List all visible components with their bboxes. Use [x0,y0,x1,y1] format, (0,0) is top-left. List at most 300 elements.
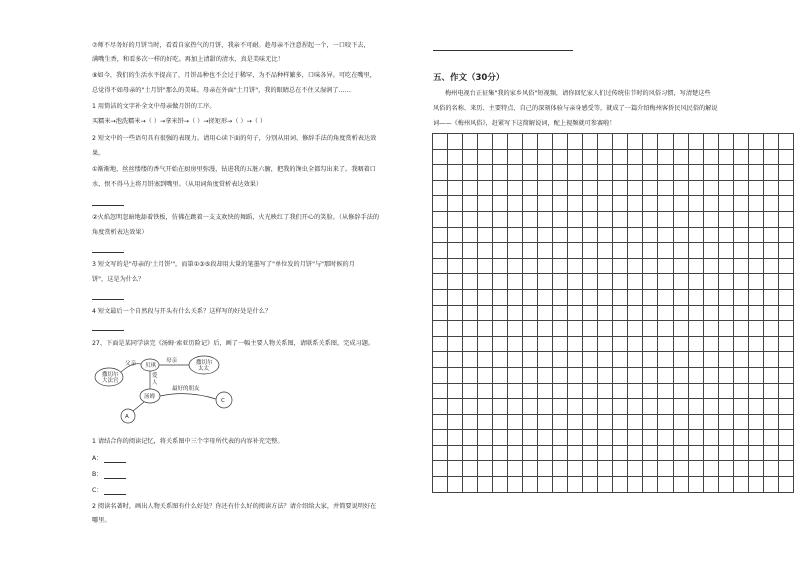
grid-cell[interactable] [643,352,658,368]
grid-cell[interactable] [718,445,733,461]
grid-cell[interactable] [778,134,793,150]
grid-cell[interactable] [628,211,643,227]
grid-cell[interactable] [478,180,493,196]
grid-cell[interactable] [493,196,508,212]
grid-cell[interactable] [718,321,733,337]
grid-cell[interactable] [568,165,583,181]
grid-cell[interactable] [448,274,463,290]
grid-cell[interactable] [643,211,658,227]
grid-cell[interactable] [613,149,628,165]
grid-cell[interactable] [448,227,463,243]
grid-cell[interactable] [628,305,643,321]
grid-cell[interactable] [613,180,628,196]
grid-cell[interactable] [433,274,448,290]
grid-cell[interactable] [523,211,538,227]
grid-cell[interactable] [778,165,793,181]
grid-cell[interactable] [553,383,568,399]
grid-cell[interactable] [673,352,688,368]
grid-cell[interactable] [763,461,778,477]
grid-cell[interactable] [628,243,643,259]
grid-cell[interactable] [673,461,688,477]
grid-cell[interactable] [778,336,793,352]
grid-cell[interactable] [493,289,508,305]
grid-cell[interactable] [778,180,793,196]
grid-cell[interactable] [478,477,493,493]
grid-cell[interactable] [748,289,763,305]
grid-cell[interactable] [598,243,613,259]
grid-cell[interactable] [688,274,703,290]
grid-cell[interactable] [703,461,718,477]
grid-cell[interactable] [598,477,613,493]
grid-cell[interactable] [778,445,793,461]
grid-cell[interactable] [778,149,793,165]
grid-cell[interactable] [553,461,568,477]
grid-cell[interactable] [463,258,478,274]
grid-cell[interactable] [448,336,463,352]
grid-cell[interactable] [493,352,508,368]
grid-cell[interactable] [448,243,463,259]
grid-cell[interactable] [688,430,703,446]
grid-cell[interactable] [553,477,568,493]
grid-cell[interactable] [433,211,448,227]
grid-cell[interactable] [598,414,613,430]
grid-cell[interactable] [583,461,598,477]
grid-cell[interactable] [463,305,478,321]
grid-cell[interactable] [613,211,628,227]
answer-line[interactable] [92,252,124,253]
grid-cell[interactable] [508,336,523,352]
grid-cell[interactable] [613,414,628,430]
grid-cell[interactable] [568,477,583,493]
grid-cell[interactable] [613,399,628,415]
grid-cell[interactable] [658,461,673,477]
grid-cell[interactable] [553,134,568,150]
grid-cell[interactable] [733,134,748,150]
grid-cell[interactable] [688,305,703,321]
grid-cell[interactable] [598,399,613,415]
grid-cell[interactable] [643,258,658,274]
grid-cell[interactable] [748,336,763,352]
grid-cell[interactable] [568,414,583,430]
grid-cell[interactable] [628,399,643,415]
grid-cell[interactable] [688,149,703,165]
grid-cell[interactable] [703,445,718,461]
grid-cell[interactable] [493,430,508,446]
grid-cell[interactable] [568,134,583,150]
grid-cell[interactable] [523,367,538,383]
grid-cell[interactable] [658,399,673,415]
grid-cell[interactable] [763,321,778,337]
grid-cell[interactable] [583,336,598,352]
grid-cell[interactable] [778,211,793,227]
grid-row[interactable] [433,211,794,227]
grid-cell[interactable] [538,414,553,430]
grid-cell[interactable] [748,477,763,493]
grid-cell[interactable] [763,305,778,321]
grid-cell[interactable] [613,196,628,212]
grid-cell[interactable] [733,383,748,399]
grid-cell[interactable] [613,430,628,446]
grid-cell[interactable] [568,243,583,259]
grid-cell[interactable] [658,258,673,274]
grid-cell[interactable] [643,399,658,415]
grid-cell[interactable] [688,243,703,259]
grid-cell[interactable] [598,289,613,305]
grid-cell[interactable] [433,461,448,477]
grid-cell[interactable] [463,227,478,243]
grid-cell[interactable] [658,367,673,383]
grid-cell[interactable] [658,180,673,196]
grid-cell[interactable] [703,305,718,321]
grid-cell[interactable] [493,399,508,415]
grid-cell[interactable] [718,352,733,368]
grid-cell[interactable] [493,243,508,259]
answer-line[interactable] [92,330,124,331]
grid-cell[interactable] [523,227,538,243]
grid-cell[interactable] [433,430,448,446]
grid-cell[interactable] [748,134,763,150]
grid-cell[interactable] [673,399,688,415]
grid-row[interactable] [433,352,794,368]
grid-cell[interactable] [733,461,748,477]
grid-cell[interactable] [598,258,613,274]
grid-cell[interactable] [733,165,748,181]
grid-cell[interactable] [763,196,778,212]
grid-cell[interactable] [733,258,748,274]
grid-cell[interactable] [688,180,703,196]
grid-cell[interactable] [733,180,748,196]
grid-cell[interactable] [478,196,493,212]
grid-cell[interactable] [448,399,463,415]
grid-cell[interactable] [463,274,478,290]
grid-cell[interactable] [628,477,643,493]
grid-row[interactable] [433,430,794,446]
grid-cell[interactable] [703,211,718,227]
grid-cell[interactable] [643,243,658,259]
grid-cell[interactable] [703,149,718,165]
grid-cell[interactable] [508,149,523,165]
grid-cell[interactable] [463,134,478,150]
grid-cell[interactable] [583,321,598,337]
grid-cell[interactable] [748,414,763,430]
grid-cell[interactable] [553,258,568,274]
grid-cell[interactable] [448,149,463,165]
grid-cell[interactable] [523,399,538,415]
grid-cell[interactable] [493,227,508,243]
grid-cell[interactable] [748,430,763,446]
grid-cell[interactable] [598,352,613,368]
grid-cell[interactable] [778,367,793,383]
grid-cell[interactable] [508,321,523,337]
grid-cell[interactable] [673,289,688,305]
grid-cell[interactable] [568,305,583,321]
grid-cell[interactable] [523,274,538,290]
grid-cell[interactable] [598,445,613,461]
grid-cell[interactable] [568,383,583,399]
grid-cell[interactable] [643,367,658,383]
grid-cell[interactable] [478,367,493,383]
grid-cell[interactable] [748,227,763,243]
grid-cell[interactable] [718,399,733,415]
grid-cell[interactable] [448,367,463,383]
grid-cell[interactable] [598,305,613,321]
grid-cell[interactable] [478,399,493,415]
grid-cell[interactable] [718,477,733,493]
grid-cell[interactable] [748,165,763,181]
grid-cell[interactable] [478,430,493,446]
grid-cell[interactable] [718,180,733,196]
grid-row[interactable] [433,477,794,493]
grid-cell[interactable] [703,414,718,430]
grid-cell[interactable] [748,149,763,165]
grid-cell[interactable] [478,134,493,150]
grid-cell[interactable] [733,352,748,368]
grid-cell[interactable] [493,149,508,165]
grid-cell[interactable] [778,414,793,430]
grid-cell[interactable] [703,180,718,196]
grid-cell[interactable] [718,149,733,165]
grid-cell[interactable] [643,165,658,181]
grid-cell[interactable] [778,352,793,368]
grid-cell[interactable] [718,367,733,383]
grid-cell[interactable] [568,430,583,446]
grid-cell[interactable] [538,336,553,352]
grid-cell[interactable] [613,383,628,399]
grid-cell[interactable] [523,289,538,305]
grid-cell[interactable] [433,336,448,352]
grid-cell[interactable] [613,321,628,337]
grid-row[interactable] [433,461,794,477]
grid-cell[interactable] [538,196,553,212]
grid-cell[interactable] [463,196,478,212]
grid-cell[interactable] [613,243,628,259]
grid-cell[interactable] [493,336,508,352]
grid-cell[interactable] [778,196,793,212]
grid-cell[interactable] [523,414,538,430]
grid-cell[interactable] [628,445,643,461]
grid-cell[interactable] [598,274,613,290]
grid-cell[interactable] [763,165,778,181]
grid-cell[interactable] [568,227,583,243]
grid-cell[interactable] [673,305,688,321]
grid-cell[interactable] [748,399,763,415]
grid-cell[interactable] [448,289,463,305]
grid-cell[interactable] [598,430,613,446]
grid-cell[interactable] [583,274,598,290]
grid-cell[interactable] [523,430,538,446]
grid-row[interactable] [433,165,794,181]
grid-cell[interactable] [448,211,463,227]
grid-cell[interactable] [478,165,493,181]
grid-cell[interactable] [538,180,553,196]
grid-cell[interactable] [583,134,598,150]
grid-cell[interactable] [733,430,748,446]
grid-cell[interactable] [463,211,478,227]
grid-cell[interactable] [733,289,748,305]
grid-cell[interactable] [448,134,463,150]
grid-cell[interactable] [493,461,508,477]
grid-cell[interactable] [448,477,463,493]
grid-cell[interactable] [688,399,703,415]
grid-cell[interactable] [583,196,598,212]
grid-cell[interactable] [718,461,733,477]
grid-cell[interactable] [463,336,478,352]
grid-cell[interactable] [718,383,733,399]
fill-c-line[interactable] [104,494,126,495]
grid-cell[interactable] [523,383,538,399]
grid-cell[interactable] [613,336,628,352]
grid-cell[interactable] [673,196,688,212]
grid-cell[interactable] [478,211,493,227]
grid-cell[interactable] [553,211,568,227]
grid-cell[interactable] [538,289,553,305]
grid-cell[interactable] [478,305,493,321]
grid-cell[interactable] [763,180,778,196]
grid-cell[interactable] [613,134,628,150]
grid-cell[interactable] [718,336,733,352]
grid-cell[interactable] [718,227,733,243]
grid-cell[interactable] [613,165,628,181]
grid-cell[interactable] [553,445,568,461]
grid-cell[interactable] [583,352,598,368]
grid-cell[interactable] [628,180,643,196]
grid-cell[interactable] [463,321,478,337]
grid-cell[interactable] [523,445,538,461]
grid-cell[interactable] [688,414,703,430]
grid-cell[interactable] [583,243,598,259]
grid-cell[interactable] [703,165,718,181]
grid-cell[interactable] [433,180,448,196]
grid-cell[interactable] [748,258,763,274]
grid-cell[interactable] [658,383,673,399]
grid-cell[interactable] [778,383,793,399]
grid-cell[interactable] [553,399,568,415]
grid-cell[interactable] [478,352,493,368]
grid-cell[interactable] [598,134,613,150]
grid-cell[interactable] [703,258,718,274]
grid-cell[interactable] [433,165,448,181]
grid-cell[interactable] [583,305,598,321]
grid-cell[interactable] [628,258,643,274]
grid-cell[interactable] [673,243,688,259]
grid-cell[interactable] [778,461,793,477]
grid-cell[interactable] [508,289,523,305]
grid-cell[interactable] [538,243,553,259]
grid-cell[interactable] [508,134,523,150]
grid-cell[interactable] [658,196,673,212]
grid-cell[interactable] [748,445,763,461]
grid-cell[interactable] [508,196,523,212]
grid-cell[interactable] [763,227,778,243]
grid-row[interactable] [433,149,794,165]
grid-cell[interactable] [538,149,553,165]
grid-cell[interactable] [433,321,448,337]
grid-cell[interactable] [493,445,508,461]
grid-cell[interactable] [643,149,658,165]
grid-cell[interactable] [658,336,673,352]
grid-cell[interactable] [763,430,778,446]
grid-cell[interactable] [628,165,643,181]
grid-cell[interactable] [613,258,628,274]
grid-cell[interactable] [733,211,748,227]
grid-cell[interactable] [508,211,523,227]
grid-cell[interactable] [508,165,523,181]
grid-cell[interactable] [508,274,523,290]
grid-cell[interactable] [583,149,598,165]
grid-cell[interactable] [553,149,568,165]
grid-cell[interactable] [568,196,583,212]
grid-cell[interactable] [688,165,703,181]
grid-cell[interactable] [433,399,448,415]
grid-cell[interactable] [448,305,463,321]
grid-cell[interactable] [538,383,553,399]
grid-cell[interactable] [763,399,778,415]
grid-cell[interactable] [703,367,718,383]
grid-cell[interactable] [448,414,463,430]
grid-cell[interactable] [568,461,583,477]
grid-cell[interactable] [508,305,523,321]
grid-cell[interactable] [463,352,478,368]
grid-cell[interactable] [538,352,553,368]
grid-cell[interactable] [643,445,658,461]
grid-cell[interactable] [718,414,733,430]
grid-cell[interactable] [463,399,478,415]
grid-cell[interactable] [778,289,793,305]
grid-cell[interactable] [523,461,538,477]
grid-cell[interactable] [643,477,658,493]
grid-cell[interactable] [643,305,658,321]
grid-cell[interactable] [493,274,508,290]
grid-cell[interactable] [748,196,763,212]
grid-cell[interactable] [733,367,748,383]
grid-row[interactable] [433,414,794,430]
grid-cell[interactable] [643,336,658,352]
grid-cell[interactable] [748,352,763,368]
grid-cell[interactable] [628,383,643,399]
grid-cell[interactable] [658,289,673,305]
grid-cell[interactable] [778,321,793,337]
grid-cell[interactable] [778,258,793,274]
grid-cell[interactable] [763,149,778,165]
grid-cell[interactable] [763,211,778,227]
grid-cell[interactable] [463,149,478,165]
grid-cell[interactable] [583,399,598,415]
grid-cell[interactable] [733,477,748,493]
grid-row[interactable] [433,196,794,212]
grid-cell[interactable] [673,149,688,165]
grid-cell[interactable] [673,414,688,430]
grid-cell[interactable] [463,180,478,196]
grid-cell[interactable] [568,211,583,227]
grid-cell[interactable] [508,445,523,461]
grid-cell[interactable] [643,321,658,337]
grid-cell[interactable] [613,477,628,493]
grid-cell[interactable] [718,243,733,259]
grid-cell[interactable] [523,196,538,212]
grid-cell[interactable] [628,336,643,352]
grid-cell[interactable] [523,336,538,352]
grid-cell[interactable] [478,243,493,259]
grid-cell[interactable] [433,445,448,461]
grid-cell[interactable] [763,445,778,461]
grid-row[interactable] [433,383,794,399]
grid-cell[interactable] [493,383,508,399]
grid-cell[interactable] [628,149,643,165]
grid-cell[interactable] [553,336,568,352]
grid-cell[interactable] [538,445,553,461]
grid-cell[interactable] [538,461,553,477]
grid-cell[interactable] [433,289,448,305]
